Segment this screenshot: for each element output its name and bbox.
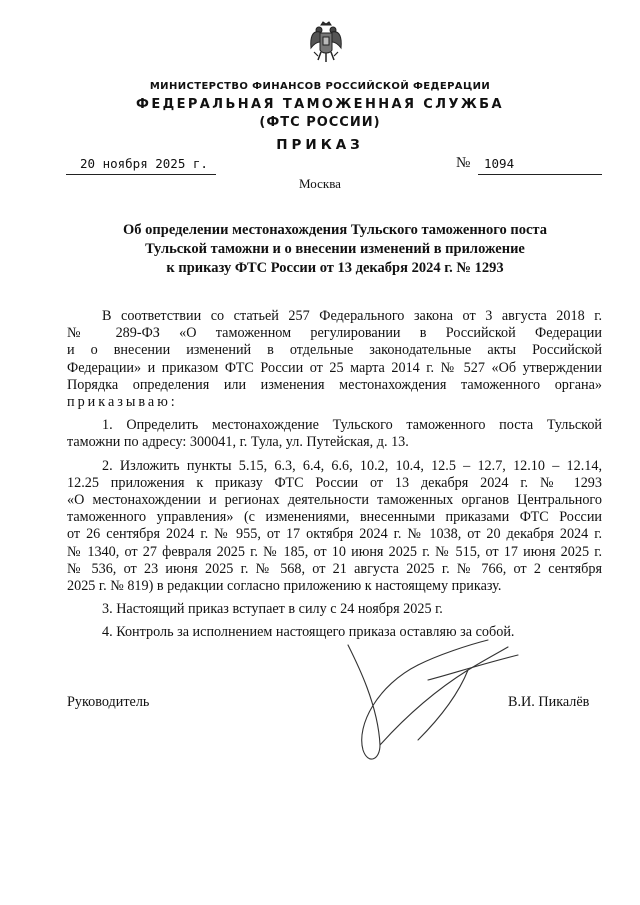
document-type: ПРИКАЗ — [276, 137, 364, 153]
ministry-name: МИНИСТЕРСТВО ФИНАНСОВ РОССИЙСКОЙ ФЕДЕРАЦИИ — [149, 81, 491, 92]
item-1 — [67, 417, 602, 451]
text-line: Федерации» и приказом ФТС России от 25 марта 2014 г. № 527 «Об утверждении — [67, 359, 602, 376]
preamble-paragraph — [67, 308, 602, 411]
document-body — [67, 308, 602, 642]
signatory-name: В.И. Пикалёв — [508, 694, 590, 710]
text-line: 3. Настоящий приказ вступает в силу с 24 ноября 2025 г. — [102, 601, 443, 618]
text-line: 2. Изложить пункты 5.15, 6.3, 6.4, 6.6, 10.2, 10.4, 12.5 – 12.7, 12.10 – 12.14, — [102, 457, 602, 474]
text-line: № 1340, от 27 февраля 2025 г. № 185, от 10 июня 2025 г. № 515, от 17 июня 2025 г. — [67, 543, 602, 560]
service-name: ФЕДЕРАЛЬНАЯ ТАМОЖЕННАЯ СЛУЖБА — [136, 97, 504, 112]
text-line: таможенного управления» (с изменениями, внесенными приказами ФТС России — [67, 509, 602, 526]
document-title — [70, 221, 600, 278]
text-line: № 536, от 23 июня 2025 г. № 568, от 21 августа 2025 г. № 766, от 2 сентября — [67, 560, 602, 577]
text-line: В соответствии со статьей 257 Федерального закона от 3 августа 2018 г. — [102, 308, 602, 324]
item-3 — [67, 601, 602, 618]
text-line: 12.25 приложения к приказу ФТС России от 13 декабря 2024 г. № 1293 — [67, 474, 602, 491]
signatory-role: Руководитель — [67, 694, 150, 710]
order-number: 1094 — [484, 156, 515, 171]
order-word: приказываю: — [67, 394, 178, 411]
coat-of-arms-icon — [308, 20, 344, 66]
text-line: и о внесении изменений в отдельные законодательные акты Российской — [67, 342, 602, 359]
order-date: 20 ноября 2025 г. — [80, 156, 208, 171]
text-line: от 26 сентября 2024 г. № 955, от 17 октября 2024 г. № 1038, от 20 декабря 2024 г. — [67, 526, 602, 543]
handwritten-signature — [318, 625, 538, 770]
text-line: 1. Определить местонахождение Тульского таможенного поста Тульской — [102, 417, 602, 434]
item-2 — [67, 458, 602, 596]
title-line: к приказу ФТС России от 13 декабря 2024 г. № 1293 — [166, 260, 504, 276]
service-short-name: (ФТС РОССИИ) — [259, 115, 381, 130]
text-line: № 289-ФЗ «О таможенном регулировании в Российской Федерации — [67, 325, 602, 342]
title-line: Тульской таможни и о внесении изменений в приложение — [145, 241, 525, 257]
number-label: № — [456, 155, 471, 171]
text-line: «О местонахождении и регионах деятельности таможенных органов Центрального — [67, 492, 602, 509]
city: Москва — [299, 176, 341, 191]
text-line: таможни по адресу: 300041, г. Тула, ул. Путейская, д. 13. — [67, 434, 409, 451]
text-line: 2025 г. № 819) в редакции согласно приложению к настоящему приказу. — [67, 578, 502, 595]
text-line: Порядка определения или изменения местонахождения таможенного органа» — [67, 376, 602, 393]
text-line: 4. Контроль за исполнением настоящего приказа оставляю за собой. — [102, 624, 515, 641]
title-line: Об определении местонахождения Тульского таможенного поста — [123, 222, 547, 238]
